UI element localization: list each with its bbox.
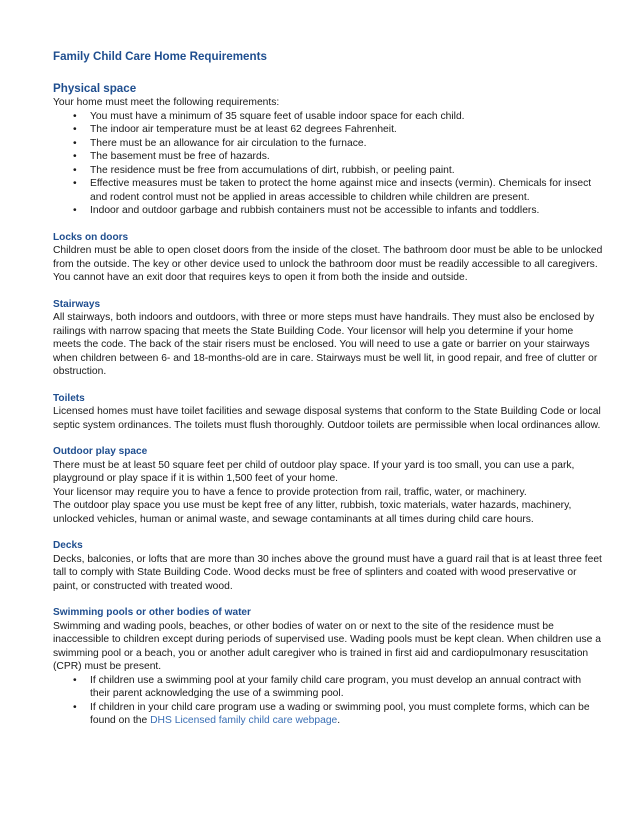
locks-section	[53, 231, 603, 285]
list-item: • There must be an allowance for air circulation to the furnace.	[73, 137, 367, 149]
pools-text: Swimming and wading pools, beaches, or other bodies of water on or next to the site of the residence must be inaccessible to children except during periods of supervised use. Wading pools must be kept clean. When children use a swimming pool or a beach, you or another adult caregiver who is trained in first aid and cardiopulmonary resuscitation (CPR) must be present.	[53, 620, 601, 672]
bullet-icon: •	[73, 205, 77, 216]
physical-space-list	[53, 110, 603, 218]
list-item: • You must have a minimum of 35 square feet of usable indoor space for each child.	[73, 110, 465, 122]
bullet-icon: •	[73, 674, 77, 686]
list-item: • The indoor air temperature must be at least 62 degrees Fahrenheit.	[73, 124, 397, 135]
list-item: • Indoor and outdoor garbage and rubbish containers must not be accessible to infants and toddlers.	[73, 205, 540, 216]
locks-text: Children must be able to open closet doors from the inside of the closet. The bathroom door must be able to be unlocked from the outside. The key or other device used to unlock the bathroom door must be readily accessible to all caregivers. You cannot have an exit door that requires keys to open it from both the inside and outside.	[53, 245, 603, 283]
pools-section	[53, 606, 603, 728]
dhs-webpage-link[interactable]: DHS Licensed family child care webpage	[150, 715, 338, 726]
stairways-section	[53, 298, 603, 379]
page-title: Family Child Care Home Requirements	[53, 50, 267, 63]
toilets-heading: Toilets	[53, 392, 85, 404]
stairways-heading: Stairways	[53, 298, 101, 310]
list-item: • Effective measures must be taken to protect the home against mice and insects (vermin). Chemicals for insect and rodent control must not be applied in areas accessible to children while children are present.	[73, 178, 592, 203]
document-page	[53, 50, 603, 728]
list-item: • The basement must be free of hazards.	[73, 151, 270, 162]
bullet-icon: •	[73, 137, 77, 149]
outdoor-text-1: There must be at least 50 square feet per child of outdoor play space. If your yard is too small, you can use a park, playground or play space if it is within 1,500 feet of your home.	[53, 459, 575, 484]
decks-text: Decks, balconies, or lofts that are more than 30 inches above the ground must have a guard rail that is at least three feet tall to comply with State Building Code. Wood decks must be free of splinters and coated with wood preservative or paint, or constructed with treated wood.	[53, 553, 602, 592]
physical-space-heading: Physical space	[53, 82, 137, 95]
locks-heading: Locks on doors	[53, 231, 129, 243]
bullet-icon: •	[73, 701, 77, 713]
stairways-text: All stairways, both indoors and outdoors, with three or more steps must have handrails. They must also be enclosed by railings with narrow spacing that meets the State Building Code. Your licensor will help you determine if your home meets the code. The back of the stair risers must be enclosed. You will need to use a gate or barrier on your stairways when children between 6- and 18-months-old are in care. Stairways must be well lit, in good repair, and free of clutter or obstruction.	[53, 312, 598, 377]
decks-section	[53, 539, 603, 593]
pools-heading: Swimming pools or other bodies of water	[53, 607, 251, 618]
bullet-icon: •	[73, 110, 77, 122]
bullet-icon: •	[73, 178, 77, 189]
list-item: • If children in your child care program use a wading or swimming pool, you must complete forms, which can be found on the DHS Licensed family child care webpage.	[73, 701, 590, 726]
bullet-icon: •	[73, 164, 77, 176]
bullet-icon: •	[73, 124, 77, 135]
list-item: • The residence must be free from accumulations of dirt, rubbish, or peeling paint.	[73, 164, 455, 176]
list-item: • If children use a swimming pool at your family child care program, you must develop an annual contract with their parent acknowledging the use of a swimming pool.	[73, 674, 582, 699]
outdoor-text-2: Your licensor may require you to have a fence to provide protection from rail, traffic, water, or machinery.	[53, 486, 527, 498]
decks-heading: Decks	[53, 540, 83, 551]
physical-space-intro: Your home must meet the following requirements:	[53, 97, 280, 108]
toilets-section	[53, 392, 603, 433]
outdoor-section	[53, 445, 603, 526]
toilets-text: Licensed homes must have toilet facilities and sewage disposal systems that conform to the State Building Code or local septic system ordinances. The toilets must flush thoroughly. Outdoor toilets are permissible when local ordinances allow.	[53, 406, 601, 431]
outdoor-text-3: The outdoor play space you use must be kept free of any litter, rubbish, toxic materials, water hazards, machinery, unlocked vehicles, human or animal waste, and sewage contaminants at all times during child care hours.	[53, 500, 572, 525]
pools-list	[53, 674, 603, 728]
outdoor-heading: Outdoor play space	[53, 446, 148, 457]
bullet-icon: •	[73, 151, 77, 162]
